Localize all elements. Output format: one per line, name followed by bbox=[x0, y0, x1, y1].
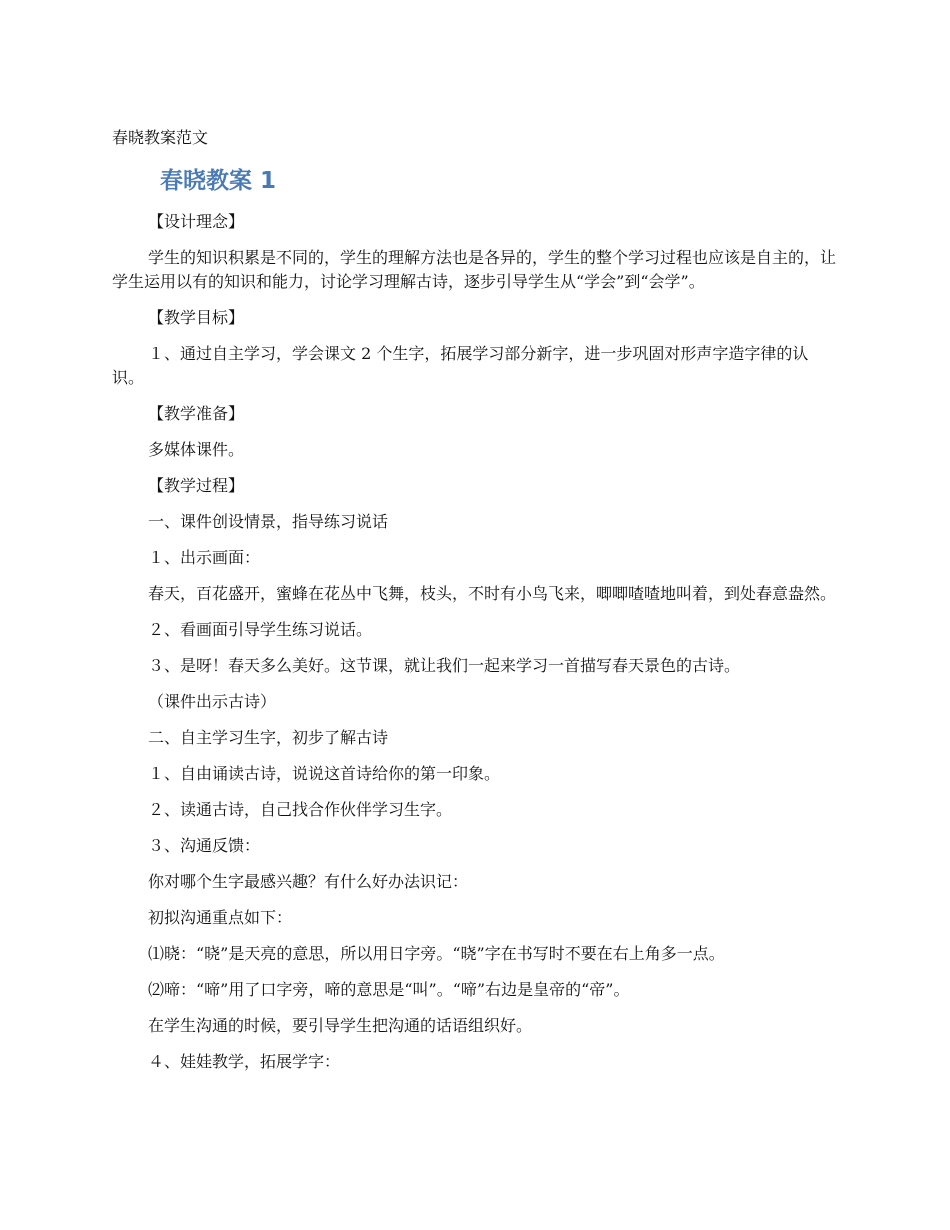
paragraph-char-xiao: ⑴晓：“晓”是天亮的意思，所以用日字旁。“晓”字在书写时不要在右上角多一点。 bbox=[148, 944, 725, 963]
paragraph-organize-words: 在学生沟通的时候，要引导学生把沟通的话语组织好。 bbox=[148, 1016, 533, 1035]
paragraph-doll-teaching: ４、娃娃教学，拓展学字： bbox=[148, 1052, 341, 1071]
document-title: 春晓教案 1 bbox=[160, 168, 277, 194]
paragraph-key-points: 初拟沟通重点如下： bbox=[148, 908, 293, 927]
paragraph-spring-beautiful: ３、是呀！春天多么美好。这节课，就让我们一起来学习一首描写春天景色的古诗。 bbox=[148, 656, 741, 675]
document-body bbox=[112, 126, 840, 1074]
section-heading-teaching-process: 【教学过程】 bbox=[148, 476, 245, 495]
paragraph-show-picture: １、出示画面： bbox=[148, 548, 261, 567]
paragraph-design-concept: 学生的知识积累是不同的，学生的理解方法也是各异的，学生的整个学习过程也应该是自主的，让学生运用以有的知识和能力，讨论学习理解古诗，逐步引导学生从“学会”到“会学”。 bbox=[112, 248, 837, 291]
section-heading-teaching-goals: 【教学目标】 bbox=[148, 308, 245, 327]
paragraph-teaching-prep: 多媒体课件。 bbox=[148, 440, 245, 459]
paragraph-spring-scene: 春天，百花盛开，蜜蜂在花丛中飞舞，枝头，不时有小鸟飞来，唧唧喳喳地叫着，到处春意盎然。 bbox=[148, 584, 837, 603]
paragraph-read-freely: １、自由诵读古诗，说说这首诗给你的第一印象。 bbox=[148, 764, 501, 783]
section-heading-teaching-prep: 【教学准备】 bbox=[148, 404, 245, 423]
section-heading-design-concept: 【设计理念】 bbox=[148, 212, 245, 231]
paragraph-step-two: 二、自主学习生字，初步了解古诗 bbox=[148, 728, 389, 747]
paragraph-guide-speaking: ２、看画面引导学生练习说话。 bbox=[148, 620, 373, 639]
paragraph-char-ti: ⑵啼：“啼”用了口字旁，啼的意思是“叫”。“啼”右边是皇帝的“帝”。 bbox=[148, 980, 630, 999]
paragraph-show-poem: （课件出示古诗） bbox=[148, 692, 277, 711]
paragraph-read-through: ２、读通古诗，自己找合作伙伴学习生字。 bbox=[148, 800, 453, 819]
document-header: 春晓教案范文 bbox=[112, 128, 209, 147]
paragraph-teaching-goals: １、通过自主学习，学会课文 2 个生字，拓展学习部分新字，进一步巩固对形声字造字律的认识。 bbox=[112, 344, 809, 387]
paragraph-interest-question: 你对哪个生字最感兴趣？有什么好办法识记： bbox=[148, 872, 469, 891]
paragraph-step-one: 一、课件创设情景，指导练习说话 bbox=[148, 512, 389, 531]
paragraph-feedback: ３、沟通反馈： bbox=[148, 836, 261, 855]
